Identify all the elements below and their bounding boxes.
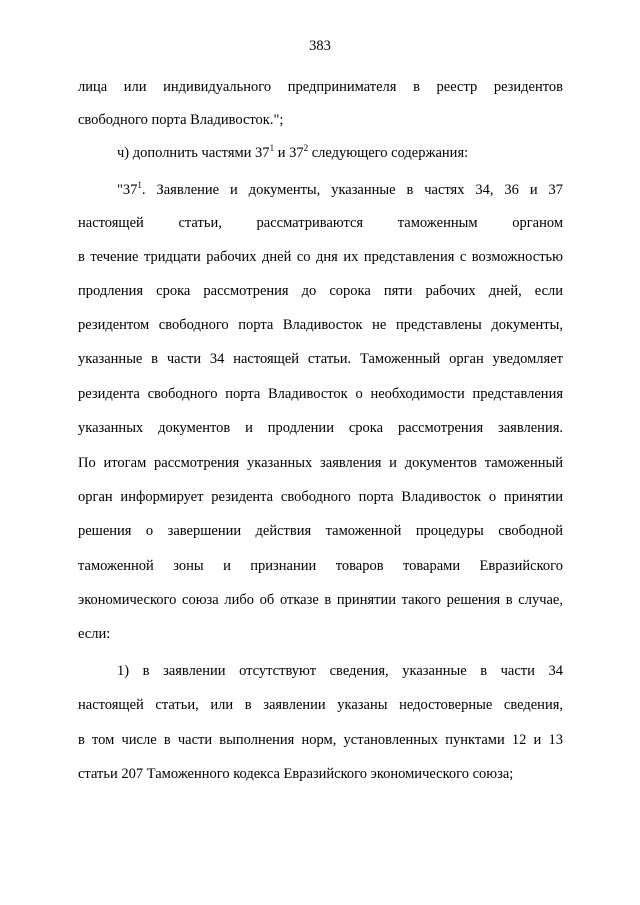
superscript: 2	[303, 143, 309, 153]
text-line: свободного порта Владивосток.";	[78, 112, 284, 128]
amendment-text: и 37	[274, 145, 304, 161]
text-line: резидентом свободного порта Владивосток не представлены документы,	[78, 317, 563, 333]
amendment-instruction	[117, 144, 563, 162]
text-line: статьи 207 Таможенного кодекса Евразийского экономического союза;	[78, 766, 514, 782]
part-text: . Заявление и документы, указанные в частях 34, 36 и 37	[141, 182, 563, 198]
text-line: лица или индивидуального предпринимателя в реестр резидентов	[78, 79, 563, 95]
amendment-text: ч) дополнить частями 37	[117, 145, 270, 161]
quoted-part-heading	[117, 181, 563, 199]
text-line: если:	[78, 626, 111, 642]
amendment-text: следующего содержания:	[308, 145, 469, 161]
list-item-line: 1) в заявлении отсутствуют сведения, указанные в части 34	[117, 663, 563, 679]
text-line: в том числе в части выполнения норм, установленных пунктами 12 и 13	[78, 732, 563, 748]
text-line: таможенной зоны и признании товаров товарами Евразийского	[78, 558, 563, 574]
text-line: По итогам рассмотрения указанных заявления и документов таможенный	[78, 455, 563, 471]
text-line: продления срока рассмотрения до сорока пяти рабочих дней, если	[78, 283, 563, 299]
part-number: "37	[117, 182, 138, 198]
text-line: настоящей статьи, рассматриваются таможенным органом	[78, 215, 563, 231]
text-line: настоящей статьи, или в заявлении указаны недостоверные сведения,	[78, 697, 563, 713]
text-line: решения о завершении действия таможенной процедуры свободной	[78, 523, 563, 539]
text-line: экономического союза либо об отказе в принятии такого решения в случае,	[78, 592, 563, 608]
text-line: орган информирует резидента свободного порта Владивосток о принятии	[78, 489, 563, 505]
superscript: 1	[269, 143, 275, 153]
text-line: в течение тридцати рабочих дней со дня их представления с возможностью	[78, 249, 563, 265]
text-line: указанные в части 34 настоящей статьи. Таможенный орган уведомляет	[78, 351, 563, 367]
superscript: 1	[137, 180, 142, 190]
text-line: указанных документов и продлении срока рассмотрения заявления.	[78, 420, 563, 436]
page-number: 383	[309, 38, 331, 54]
text-line: резидента свободного порта Владивосток о необходимости представления	[78, 386, 563, 402]
